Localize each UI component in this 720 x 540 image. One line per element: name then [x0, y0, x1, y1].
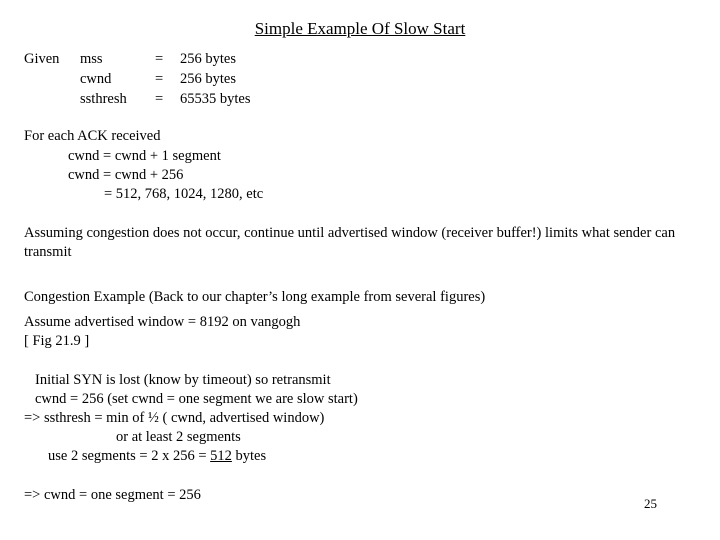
ack-cwnd-256: cwnd = cwnd + 256 [68, 167, 184, 183]
syn-cwnd-line: cwnd = 256 (set cwnd = one segment we are slow start) [35, 391, 358, 407]
given-eq-cwnd: = [155, 71, 164, 87]
ack-cwnd-values: = 512, 768, 1024, 1280, etc [104, 186, 264, 202]
ack-cwnd-segment: cwnd = cwnd + 1 segment [68, 148, 221, 164]
given-name-cwnd: cwnd [80, 71, 112, 87]
ack-heading: For each ACK received [24, 128, 161, 144]
given-value-mss: 256 bytes [180, 51, 236, 67]
final-cwnd-line: => cwnd = one segment = 256 [24, 487, 201, 503]
syn-use-value: 512 [210, 448, 232, 464]
given-eq-mss: = [155, 51, 164, 67]
syn-min-segments-line: or at least 2 segments [116, 429, 241, 445]
given-label: Given [24, 51, 60, 67]
given-name-mss: mss [80, 51, 103, 67]
congestion-example-heading: Congestion Example (Back to our chapter’s long example from several figures) [24, 289, 486, 305]
figure-reference: [ Fig 21.9 ] [24, 333, 90, 349]
syn-use-segments-line [48, 447, 266, 465]
syn-use-suffix: bytes [231, 448, 267, 464]
given-eq-ssthresh: = [155, 91, 164, 107]
given-value-ssthresh: 65535 bytes [180, 91, 251, 107]
given-name-ssthresh: ssthresh [80, 91, 127, 107]
advertised-window-line: Assume advertised window = 8192 on vangogh [24, 314, 301, 330]
syn-use-prefix: use 2 segments = 2 x 256 = [48, 448, 211, 464]
slide-title: Simple Example Of Slow Start [254, 19, 466, 38]
assuming-paragraph: Assuming congestion does not occur, continue until advertised window (receiver buffer!) limits what sender can transmit [24, 225, 676, 260]
syn-lost-line: Initial SYN is lost (know by timeout) so retransmit [35, 372, 331, 388]
syn-ssthresh-line: => ssthresh = min of ½ ( cwnd, advertised window) [24, 410, 325, 426]
given-value-cwnd: 256 bytes [180, 71, 236, 87]
page-number: 25 [644, 496, 657, 511]
